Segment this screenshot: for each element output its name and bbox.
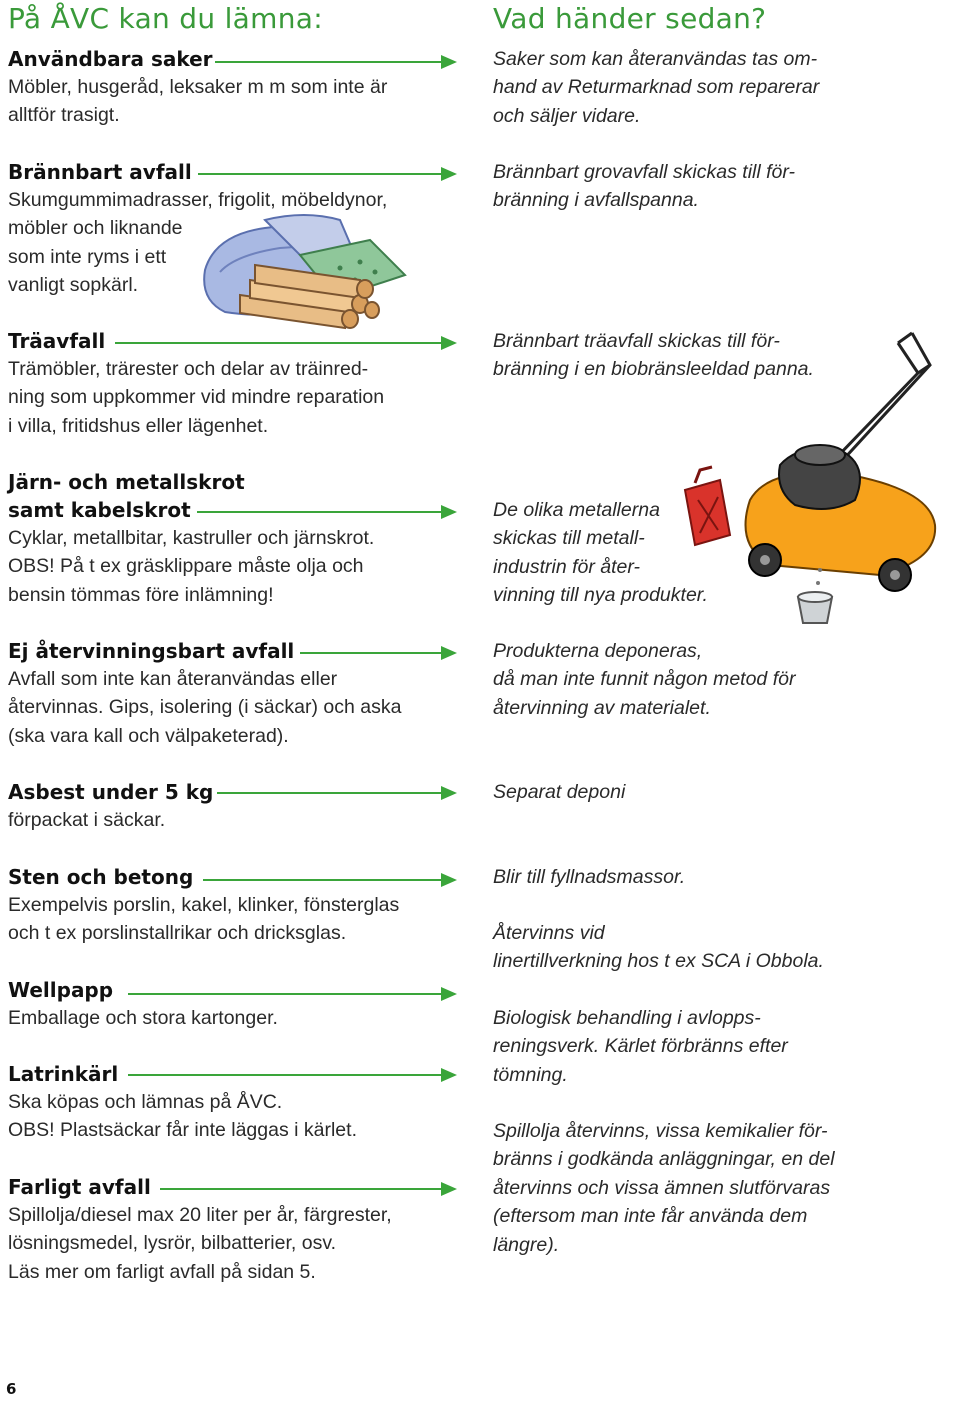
result-cardboard: Återvinns vid linertillverkning hos t ex SCA i Obbola. <box>493 922 824 973</box>
entry-cardboard <box>8 976 468 1032</box>
result-scrap-metal: De olika metallerna skickas till metall- industrin för åter- vinning till nya produkter. <box>493 499 708 607</box>
result-non-recyclable: Produkterna deponeras, då man inte funnit någon metod för återvinning av materialet. <box>493 640 796 719</box>
result-wood-waste: Brännbart träavfall skickas till för- bränning i en biobränsleeldad panna. <box>493 330 814 381</box>
arrow-icon <box>128 987 457 1001</box>
result-usable-items: Saker som kan återanvändas tas om- hand av Returmarknad som reparerar och säljer vidare. <box>493 48 820 127</box>
entry-title-text: Latrinkärl <box>8 1062 119 1086</box>
result-asbestos: Separat deponi <box>493 781 626 803</box>
entry-title-text: Farligt avfall <box>8 1175 151 1199</box>
entry-description: Avfall som inte kan återanvändas eller återvinnas. Gips, isolering (i säckar) och aska (ska vara kall och välpaketerad). <box>8 668 402 747</box>
arrow-icon <box>300 646 457 660</box>
entry-title-text: Sten och betong <box>8 865 194 889</box>
arrow-icon <box>115 336 457 350</box>
left-heading: På ÅVC kan du lämna: <box>8 2 323 35</box>
arrow-icon <box>197 505 457 519</box>
result-latrine: Biologisk behandling i avlopps- reningsverk. Kärlet förbränns efter tömning. <box>493 1007 788 1086</box>
arrow-icon <box>215 55 457 69</box>
entry-description: Ska köpas och lämnas på ÅVC. OBS! Plastsäckar får inte läggas i kärlet. <box>8 1091 357 1142</box>
entry-description: Emballage och stora kartonger. <box>8 1007 278 1029</box>
entry-title-text: Asbest under 5 kg <box>8 780 214 804</box>
entry-description: Cyklar, metallbitar, kastruller och järnskrot. OBS! På t ex gräsklippare måste olja och bensin tömmas före inlämning! <box>8 527 375 606</box>
entry-description: Exempelvis porslin, kakel, klinker, fönsterglas och t ex porslinstallrikar och dricksglas. <box>8 894 400 945</box>
arrow-icon <box>160 1182 457 1196</box>
entry-title-text: Användbara saker <box>8 47 213 71</box>
entry-title-text: Wellpapp <box>8 978 114 1002</box>
result-combustible-waste: Brännbart grovavfall skickas till för- bränning i avfallspanna. <box>493 161 796 212</box>
page-number: 6 <box>6 1380 17 1398</box>
entry-description: Trämöbler, trärester och delar av träinred- ning som uppkommer vid mindre reparation i villa, fritidshus eller lägenhet. <box>8 358 385 437</box>
entry-scrap-metal <box>8 468 468 609</box>
arrow-icon <box>217 786 457 800</box>
arrow-icon <box>198 167 457 181</box>
entry-title-text: Ej återvinningsbart avfall <box>8 639 295 663</box>
entry-description: Skumgummimadrasser, frigolit, möbeldynor, möbler och liknande som inte ryms i ett vanligt sopkärl. <box>8 189 388 297</box>
entry-description: Spillolja/diesel max 20 liter per år, färgrester, lösningsmedel, lysrör, bilbatterier, osv. Läs mer om farligt avfall på sidan 5. <box>8 1204 392 1283</box>
result-hazardous-waste: Spillolja återvinns, vissa kemikalier för- bränns i godkända anläggningar, en del återvinns och vissa ämnen slutförvaras (eftersom man inte får använda dem längre). <box>493 1120 835 1256</box>
entry-title-text: Järn- och metallskrot samt kabelskrot <box>8 470 245 522</box>
entry-title-text: Träavfall <box>8 329 106 353</box>
right-heading: Vad händer sedan? <box>493 2 767 35</box>
arrow-icon <box>203 873 457 887</box>
result-stone-concrete: Blir till fyllnadsmassor. <box>493 866 686 888</box>
entry-description: Möbler, husgeråd, leksaker m m som inte är alltför trasigt. <box>8 76 388 127</box>
entry-description: förpackat i säckar. <box>8 809 166 831</box>
arrow-icon <box>128 1068 457 1082</box>
entry-title-text: Brännbart avfall <box>8 160 192 184</box>
